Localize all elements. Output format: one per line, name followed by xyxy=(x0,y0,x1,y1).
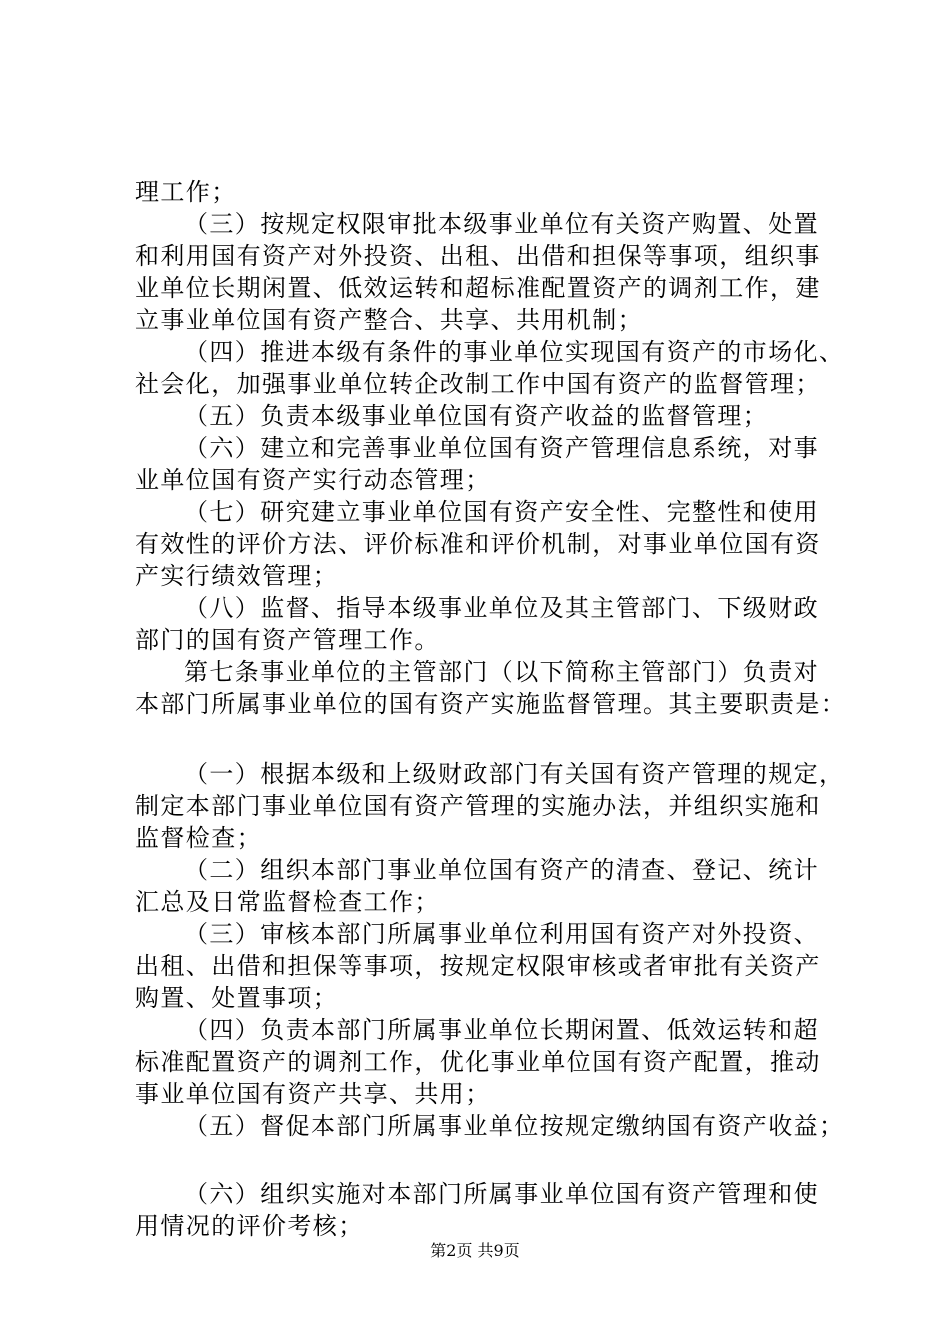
text-line: （五）督促本部门所属事业单位按规定缴纳国有资产收益； xyxy=(184,1112,845,1140)
text-line: （四）推进本级有条件的事业单位实现国有资产的市场化、 xyxy=(184,338,845,366)
text-line: 出租、出借和担保等事项，按规定权限审核或者审批有关资产 xyxy=(135,952,821,980)
page-number-footer: 第2页 共9页 xyxy=(430,1241,520,1260)
text-line: 产实行绩效管理； xyxy=(135,562,339,590)
text-line: 立事业单位国有资产整合、共享、共用机制； xyxy=(135,306,643,334)
text-line: 制定本部门事业单位国有资产管理的实施办法，并组织实施和 xyxy=(135,792,821,820)
text-line: 部门的国有资产管理工作。 xyxy=(135,626,440,654)
text-line: 用情况的评价考核； xyxy=(135,1212,364,1240)
text-line: （六）组织实施对本部门所属事业单位国有资产管理和使 xyxy=(184,1180,819,1208)
text-line: （八）监督、指导本级事业单位及其主管部门、下级财政 xyxy=(184,594,819,622)
text-line: （六）建立和完善事业单位国有资产管理信息系统，对事 xyxy=(184,434,819,462)
text-line: 有效性的评价方法、评价标准和评价机制，对事业单位国有资 xyxy=(135,530,821,558)
text-line: 理工作； xyxy=(135,178,237,206)
text-line: （七）研究建立事业单位国有资产安全性、完整性和使用 xyxy=(184,498,819,526)
text-line: （一）根据本级和上级财政部门有关国有资产管理的规定， xyxy=(184,760,845,788)
text-line: 和利用国有资产对外投资、出租、出借和担保等事项，组织事 xyxy=(135,242,821,270)
text-line: 标准配置资产的调剂工作，优化事业单位国有资产配置，推动 xyxy=(135,1048,821,1076)
text-line: 监督检查； xyxy=(135,824,262,852)
text-line: 第七条事业单位的主管部门（以下简称主管部门）负责对 xyxy=(184,658,819,686)
text-line: 社会化，加强事业单位转企改制工作中国有资产的监督管理； xyxy=(135,370,821,398)
text-line: 本部门所属事业单位的国有资产实施监督管理。其主要职责是： xyxy=(135,690,847,718)
text-line: （五）负责本级事业单位国有资产收益的监督管理； xyxy=(184,402,769,430)
text-line: 业单位国有资产实行动态管理； xyxy=(135,466,491,494)
text-line: 事业单位国有资产共享、共用； xyxy=(135,1080,491,1108)
text-line: （二）组织本部门事业单位国有资产的清查、登记、统计 xyxy=(184,856,819,884)
text-line: 汇总及日常监督检查工作； xyxy=(135,888,440,916)
text-line: （四）负责本部门所属事业单位长期闲置、低效运转和超 xyxy=(184,1016,819,1044)
text-line: （三）按规定权限审批本级事业单位有关资产购置、处置 xyxy=(184,210,819,238)
text-line: 购置、处置事项； xyxy=(135,984,339,1012)
text-line: （三）审核本部门所属事业单位利用国有资产对外投资、 xyxy=(184,920,819,948)
text-line: 业单位长期闲置、低效运转和超标准配置资产的调剂工作，建 xyxy=(135,274,821,302)
